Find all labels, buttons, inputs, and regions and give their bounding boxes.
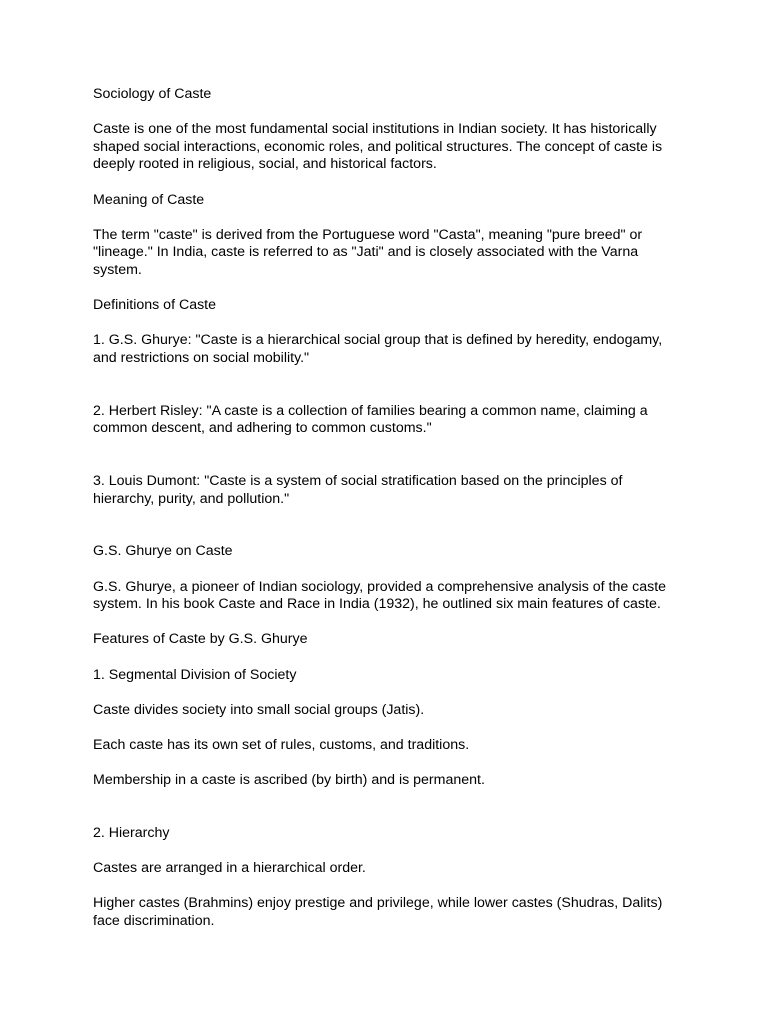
feature1-point: Membership in a caste is ascribed (by birth) and is permanent.	[93, 772, 485, 789]
features-heading: Features of Caste by G.S. Ghurye	[93, 631, 308, 648]
definition-dumont: 3. Louis Dumont: "Caste is a system of social stratification based on the principles of hierarchy, purity, and pollution."	[93, 473, 623, 507]
ghurye-heading: G.S. Ghurye on Caste	[93, 543, 233, 560]
definition-ghurye: 1. G.S. Ghurye: "Caste is a hierarchical social group that is defined by heredity, endogamy, and restrictions on social mobility."	[93, 332, 663, 366]
ghurye-paragraph: G.S. Ghurye, a pioneer of Indian sociology, provided a comprehensive analysis of the caste system. In his book Caste and Race in India (1932), he outlined six main features of caste.	[93, 578, 667, 613]
intro-paragraph: Caste is one of the most fundamental social institutions in Indian society. It has historically shaped social interactions, economic roles, and political structures. The concept of caste is deeply rooted in religious, social, and historical factors.	[93, 121, 663, 173]
feature1-point: Caste divides society into small social groups (Jatis).	[93, 701, 425, 718]
document-body	[93, 86, 673, 948]
feature2-point: Castes are arranged in a hierarchical order.	[93, 860, 366, 877]
feature2-heading: 2. Hierarchy	[93, 824, 170, 841]
meaning-heading: Meaning of Caste	[93, 191, 205, 208]
feature1-heading: 1. Segmental Division of Society	[93, 666, 297, 683]
meaning-paragraph: The term "caste" is derived from the Portuguese word "Casta", meaning "pure breed" or "lineage." In India, caste is referred to as "Jati" and is closely associated with the Varna system.	[93, 226, 643, 278]
document-title: Sociology of Caste	[93, 86, 212, 102]
feature2-point: Higher castes (Brahmins) enjoy prestige and privilege, while lower castes (Shudras, Dalits) face discrimination.	[93, 895, 663, 929]
feature1-point: Each caste has its own set of rules, customs, and traditions.	[93, 736, 470, 753]
definitions-heading: Definitions of Caste	[93, 297, 217, 314]
definition-risley: 2. Herbert Risley: "A caste is a collection of families bearing a common name, claiming a common descent, and adhering to common customs."	[93, 402, 648, 437]
